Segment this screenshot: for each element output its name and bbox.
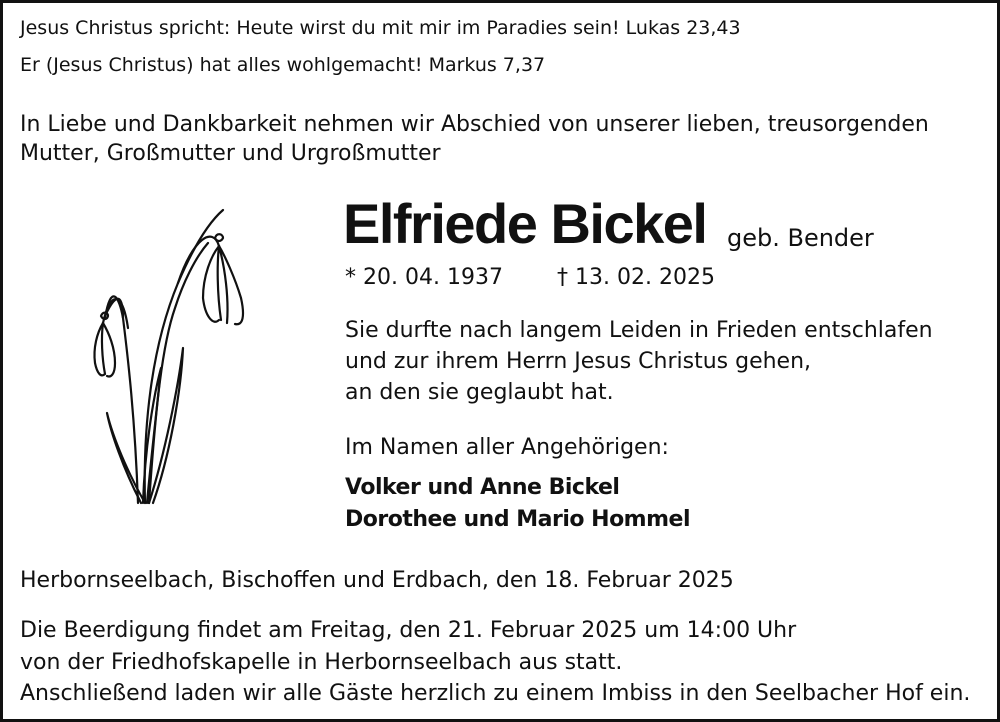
message-line-2: und zur ihrem Herrn Jesus Christus gehen, <box>345 349 812 374</box>
intro-line-2: Mutter, Großmutter und Urgroßmutter <box>20 141 441 166</box>
intro-line-1: In Liebe und Dankbarkeit nehmen wir Abschied von unserer lieben, treusorgenden <box>20 112 929 137</box>
bible-quote-luke: Jesus Christus spricht: Heute wirst du mit mir im Paradies sein! Lukas 23,43 <box>20 17 741 39</box>
mourners-heading: Im Namen aller Angehörigen: <box>345 435 669 460</box>
death-date: † 13. 02. 2025 <box>557 265 715 290</box>
mourner-family-1: Volker und Anne Bickel <box>345 475 620 500</box>
mourner-family-2: Dorothee und Mario Hommel <box>345 507 690 532</box>
bible-quote-mark: Er (Jesus Christus) hat alles wohlgemacht! Markus 7,37 <box>20 54 546 76</box>
funeral-line-1: Die Beerdigung findet am Freitag, den 21. Februar 2025 um 14:00 Uhr <box>20 618 797 643</box>
funeral-line-2: von der Friedhofskapelle in Herbornseelbach aus statt. <box>20 650 623 675</box>
birth-date: * 20. 04. 1937 <box>345 265 503 290</box>
deceased-name: Elfriede Bickel <box>343 192 707 255</box>
funeral-line-3: Anschließend laden wir alle Gäste herzlich zu einem Imbiss in den Seelbacher Hof ein. <box>20 681 971 706</box>
message-line-1: Sie durfte nach langem Leiden in Frieden entschlafen <box>345 318 933 343</box>
snowdrop-flower-icon <box>83 198 263 528</box>
place-and-date: Herbornseelbach, Bischoffen und Erdbach, den 18. Februar 2025 <box>20 568 734 593</box>
message-line-3: an den sie geglaubt hat. <box>345 380 614 405</box>
maiden-name: geb. Bender <box>727 224 874 252</box>
